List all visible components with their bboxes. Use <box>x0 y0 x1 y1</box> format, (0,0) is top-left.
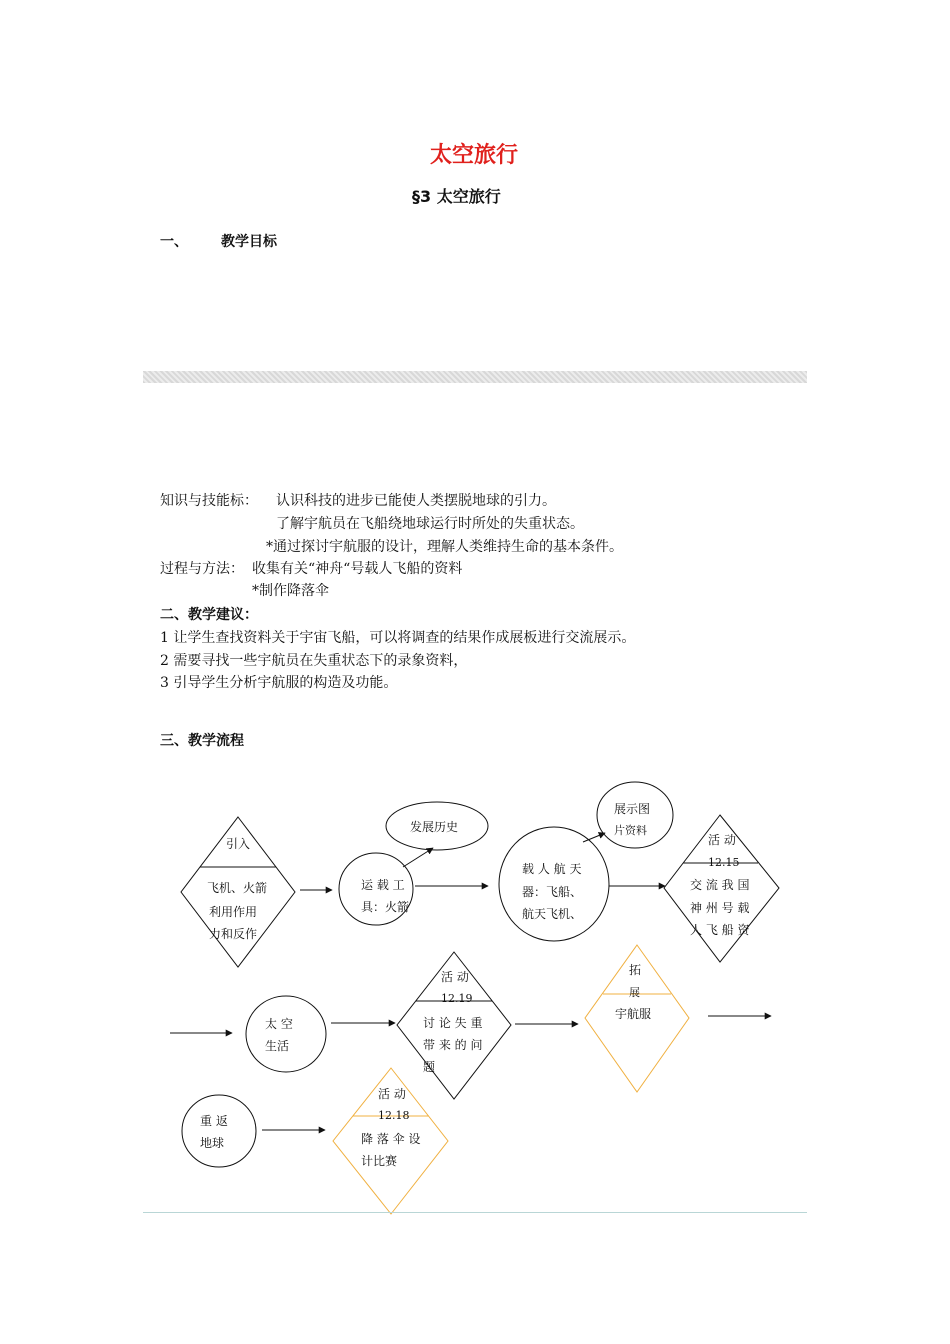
goal-line-3-text: *通过探讨宇航服的设计，理解人类维持生命的基本条件。 <box>266 539 623 555</box>
circle-photos-line-2: 片资料 <box>614 824 647 837</box>
suggestion-1: 1 让学生查找资料关于宇宙飞船，可以将调查的结果作成展板进行交流展示。 <box>160 630 636 646</box>
diamond-activity-discuss-cut: 12.19 <box>441 992 473 1005</box>
diamond-intro-line-3: 力和反作 <box>209 927 258 941</box>
circle-photos <box>597 782 673 848</box>
goal-line-4-label: 过程与方法： <box>160 561 244 577</box>
circle-photos-line-1: 展示图 <box>614 802 651 816</box>
circle-space-life <box>246 996 326 1072</box>
circle-carrier <box>339 853 413 925</box>
goal-line-1-label: 知识与技能标： <box>160 493 258 509</box>
diamond-activity-shenzhou-line-1: 交 流 我 国 <box>690 878 750 892</box>
diamond-extension-spacesuit <box>585 945 689 1092</box>
document-subtitle: §3 太空旅行 <box>412 187 501 206</box>
circle-history <box>386 802 488 850</box>
circle-space-life-line-2: 生活 <box>265 1039 290 1053</box>
diamond-activity-discuss-line-1: 讨 论 失 重 <box>423 1016 483 1030</box>
section-flow-heading: 三、教学流程 <box>160 733 244 749</box>
diamond-activity-shenzhou-line-3: 人 飞 船 资 <box>690 923 750 937</box>
circle-carrier-line-2: 具：火箭 <box>361 900 410 914</box>
circle-return-earth <box>182 1095 256 1167</box>
diamond-activity-discuss <box>397 952 511 1099</box>
diamond-activity-discuss-top: 活 动 <box>441 970 469 984</box>
diamond-activity-shenzhou <box>664 815 779 962</box>
arrow-carrier-to-history <box>403 848 433 867</box>
diamond-activity-parachute-line-1: 降 落 伞 设 <box>361 1132 421 1146</box>
horizontal-divider-bottom <box>143 1212 807 1213</box>
suggestion-2: 2 需要寻找一些宇航员在失重状态下的录象资料， <box>160 653 468 669</box>
diamond-extension-top: 拓 <box>629 963 642 977</box>
circle-space-life-line-1: 太 空 <box>265 1017 293 1031</box>
diamond-activity-parachute <box>333 1068 448 1214</box>
circle-return-earth-line-1: 重 返 <box>200 1114 228 1128</box>
section-suggestions-heading: 二、教学建议： <box>160 607 258 623</box>
circle-spacecraft-line-3: 航天飞机、 <box>522 907 583 921</box>
circle-spacecraft <box>499 827 609 941</box>
circle-carrier-line-1: 运 载 工 <box>361 878 405 892</box>
goal-line-5-text: *制作降落伞 <box>252 583 329 599</box>
diamond-activity-shenzhou-line-2: 神 州 号 载 <box>690 901 750 915</box>
diamond-extension-cut: 展 <box>629 986 640 999</box>
diamond-activity-discuss-line-2: 带 来 的 问 <box>423 1038 483 1052</box>
circle-history-label: 发展历史 <box>410 820 459 834</box>
section-teaching-goals-number: 一、 <box>160 234 188 250</box>
diamond-intro-top: 引入 <box>226 837 251 851</box>
diamond-activity-shenzhou-cut: 12.15 <box>708 856 740 869</box>
diamond-activity-parachute-line-2: 计比赛 <box>361 1154 398 1168</box>
diamond-intro <box>181 817 295 967</box>
circle-return-earth-line-2: 地球 <box>200 1136 225 1150</box>
goal-line-1-text: 认识科技的进步已能使人类摆脱地球的引力。 <box>276 493 556 509</box>
suggestion-3: 3 引导学生分析宇航服的构造及功能。 <box>160 675 398 691</box>
diamond-intro-line-1: 飞机、火箭 <box>207 881 268 895</box>
diamond-activity-parachute-top: 活 动 <box>378 1087 406 1101</box>
diamond-activity-discuss-line-3: 题 <box>423 1060 436 1074</box>
document-title: 太空旅行 <box>430 143 519 168</box>
goal-line-4-text: 收集有关“神舟“号载人飞船的资料 <box>252 561 463 577</box>
diamond-extension-spacesuit-label: 宇航服 <box>615 1007 652 1021</box>
circle-spacecraft-line-2: 器：飞船、 <box>522 885 583 899</box>
diamond-intro-line-2: 利用作用 <box>209 905 258 919</box>
circle-spacecraft-line-1: 载 人 航 天 <box>522 862 582 876</box>
diamond-activity-parachute-cut: 12.18 <box>378 1109 410 1122</box>
diamond-activity-shenzhou-top: 活 动 <box>708 833 736 847</box>
goal-line-2-text: 了解宇航员在飞船绕地球运行时所处的失重状态。 <box>276 516 584 532</box>
section-teaching-goals-label: 教学目标 <box>221 234 277 250</box>
